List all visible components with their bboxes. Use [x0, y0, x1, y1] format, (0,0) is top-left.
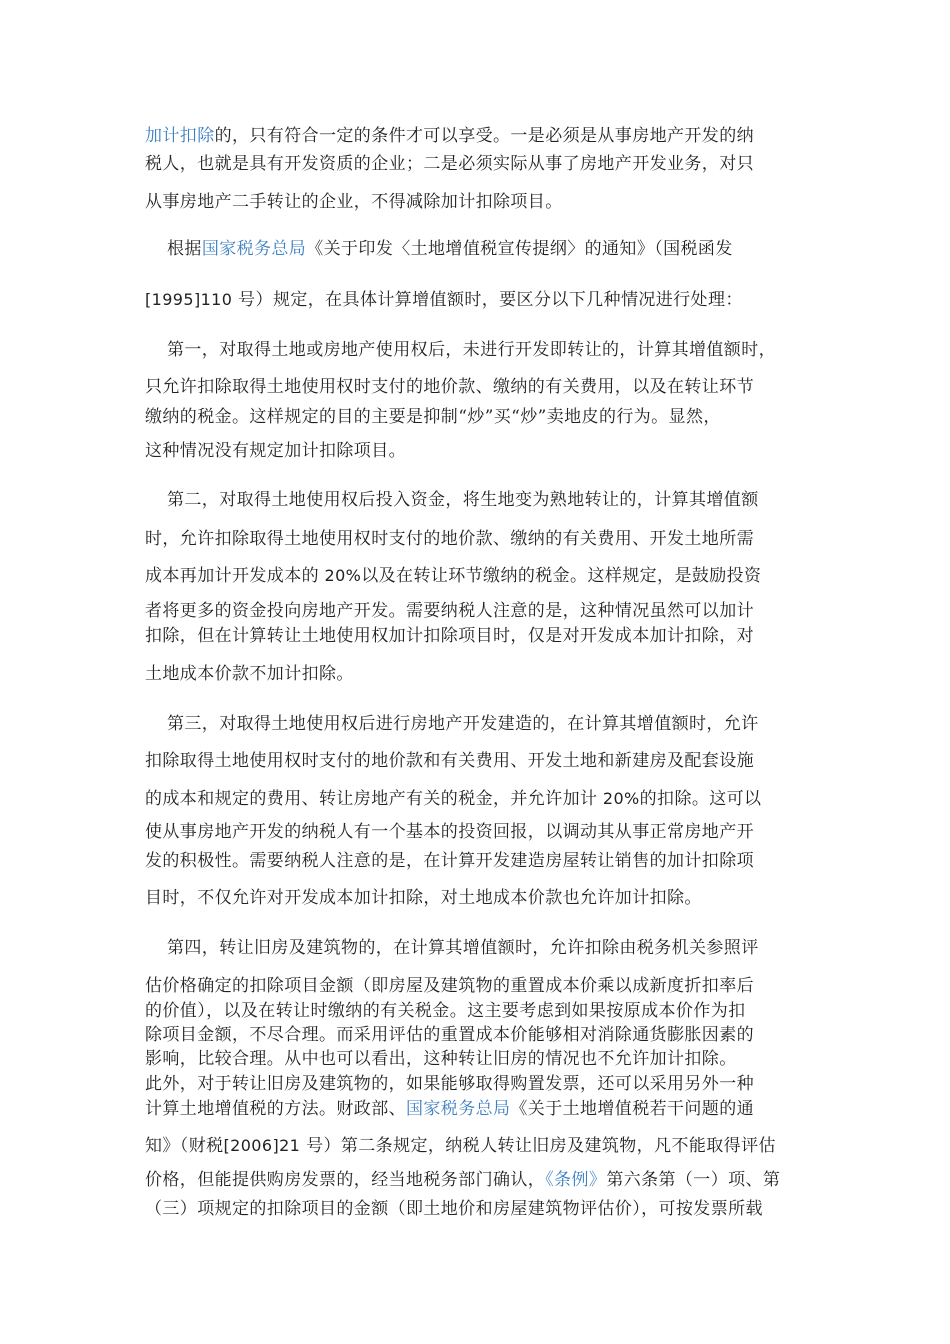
text-line: 第三，对取得土地使用权后进行房地产开发建造的，在计算其增值额时，允许 [167, 714, 759, 734]
text-line: 的成本和规定的费用、转让房地产有关的税金，并允许加计 20%的扣除。这可以 [145, 789, 762, 809]
link-guojia-shuiwu-zongju[interactable]: 国家税务总局 [201, 239, 307, 259]
text-line: 扣除，但在计算转让土地使用权加计扣除项目时，仅是对开发成本加计扣除，对 [145, 626, 754, 646]
text-line: [1995]110 号）规定，在具体计算增值额时，要区分以下几种情况进行处理： [145, 290, 743, 310]
text-line: 者将更多的资金投向房地产开发。需要纳税人注意的是，这种情况虽然可以加计 [145, 601, 754, 621]
text-line: 知》（财税[2006]21 号）第二条规定，纳税人转让旧房及建筑物，凡不能取得评估 [145, 1136, 776, 1156]
text-line: 这种情况没有规定加计扣除项目。 [145, 441, 406, 461]
text-line: 的价值），以及在转让时缴纳的有关税金。这主要考虑到如果按原成本价作为扣 [145, 1001, 746, 1021]
text-line: 估价格确定的扣除项目金额（即房屋及建筑物的重置成本价乘以成新度折扣率后 [145, 976, 754, 996]
text-line: 成本再加计开发成本的 20%以及在转让环节缴纳的税金。这样规定，是鼓励投资 [145, 566, 762, 586]
text-line: 加计扣除的，只有符合一定的条件才可以享受。一是必须是从事房地产开发的纳 [145, 126, 755, 146]
link-guojia-shuiwu-zongju-2[interactable]: 国家税务总局 [406, 1099, 511, 1119]
text-line: 影响，比较合理。从中也可以看出，这种转让旧房的情况也不允许加计扣除。 [145, 1049, 737, 1069]
text-line: 目时，不仅允许对开发成本加计扣除，对土地成本价款也允许加计扣除。 [145, 888, 702, 908]
text-line: 除项目金额，不尽合理。而采用评估的重置成本价能够相对消除通货膨胀因素的 [145, 1025, 754, 1045]
text-line: 发的积极性。需要纳税人注意的是，在计算开发建造房屋转让销售的加计扣除项 [145, 851, 754, 871]
link-jiaji-kouchu[interactable]: 加计扣除 [145, 126, 215, 146]
text-line: 计算土地增值税的方法。财政部、国家税务总局《关于土地增值税若干问题的通 [145, 1099, 755, 1119]
text-line: （三）项规定的扣除项目的金额（即土地价和房屋建筑物评估价），可按发票所载 [145, 1199, 763, 1219]
text-line: 只允许扣除取得土地使用权时支付的地价款、缴纳的有关费用，以及在转让环节 [145, 377, 754, 397]
text-line: 时，允许扣除取得土地使用权时支付的地价款、缴纳的有关费用、开发土地所需 [145, 529, 754, 549]
text-line: 根据国家税务总局《关于印发〈土地增值税宣传提纲〉的通知》（国税函发 [167, 239, 733, 259]
text-line: 税人，也就是具有开发资质的企业；二是必须实际从事了房地产开发业务，对只 [145, 154, 754, 174]
text-line: 缴纳的税金。这样规定的目的主要是抑制“炒”买“炒”卖地皮的行为。显然， [145, 407, 721, 427]
text-line: 扣除取得土地使用权时支付的地价款和有关费用、开发土地和新建房及配套设施 [145, 751, 754, 771]
link-tiaoli[interactable]: 《条例》 [545, 1170, 607, 1190]
text-line: 第四，转让旧房及建筑物的，在计算其增值额时，允许扣除由税务机关参照评 [167, 938, 759, 958]
text-line: 第一，对取得土地或房地产使用权后，未进行开发即转让的，计算其增值额时， [167, 340, 776, 360]
text-line: 从事房地产二手转让的企业，不得减除加计扣除项目。 [145, 192, 563, 212]
text-line: 价格，但能提供购房发票的，经当地税务部门确认，《条例》第六条第（一）项、第 [145, 1170, 781, 1190]
text-line: 使从事房地产开发的纳税人有一个基本的投资回报，以调动其从事正常房地产开 [145, 822, 754, 842]
text-line: 土地成本价款不加计扣除。 [145, 664, 354, 684]
text-line: 第二，对取得土地使用权后投入资金，将生地变为熟地转让的，计算其增值额 [167, 490, 759, 510]
text-line: 此外，对于转让旧房及建筑物的，如果能够取得购置发票，还可以采用另外一种 [145, 1074, 754, 1094]
